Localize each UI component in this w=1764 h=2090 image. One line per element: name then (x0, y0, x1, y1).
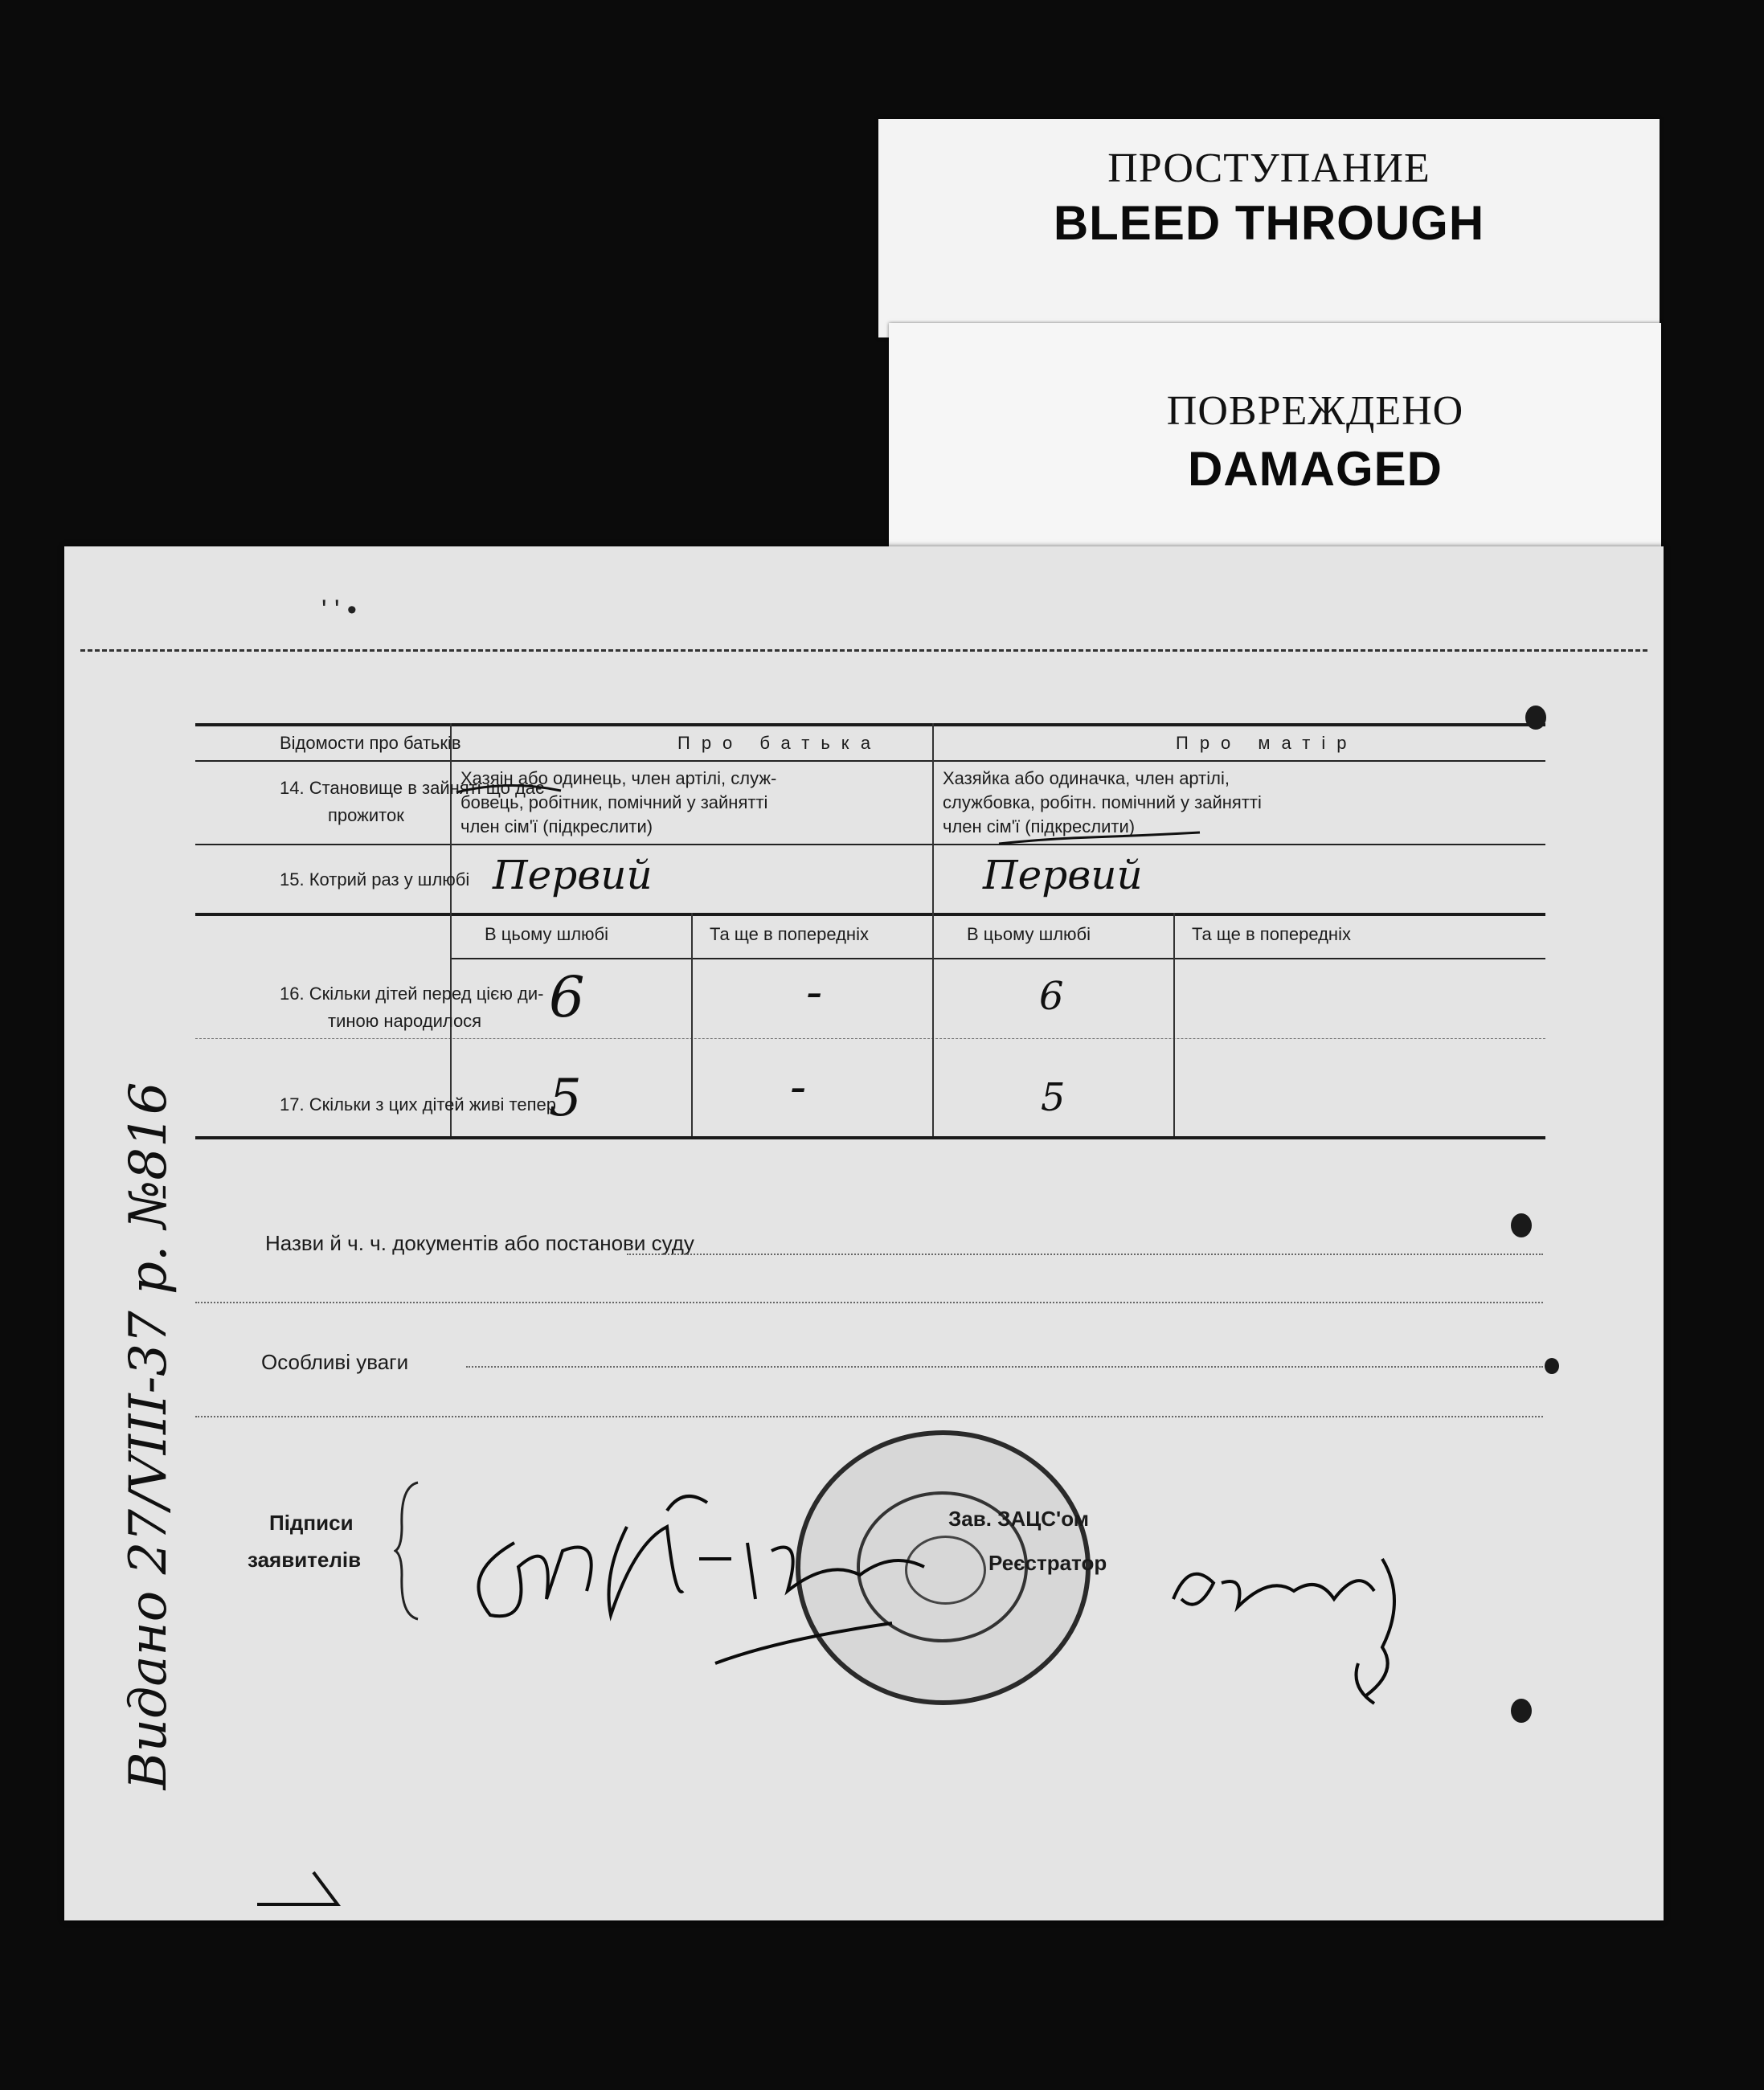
row14-label: 14. Становище в зайняті що дає (280, 778, 545, 798)
row16-label: 16. Скільки дітей перед цією ди- (280, 984, 544, 1004)
underline-mark (452, 781, 565, 797)
registrar-signature (1157, 1551, 1430, 1712)
subheader-mother-this: В цьому шлюбі (967, 924, 1091, 944)
row16-father-prev: - (806, 964, 823, 1020)
damaged-ru: ПОВРЕЖДЕНО (1166, 388, 1464, 434)
row15-mother-handwritten: Первий (983, 852, 1143, 898)
signatures-label: Підписи (269, 1511, 354, 1535)
row17-label: 17. Скільки з цих дітей живі тепер (280, 1094, 556, 1115)
row15-father-handwritten: Первий (493, 852, 653, 898)
damaged-flag (889, 323, 1661, 564)
row16-father-this: 6 (549, 964, 585, 1030)
row14-father-line1: Хазяін або одинець, член артілі, служ- (460, 768, 777, 788)
row14-father-line2: бовець, робітник, помічний у зайнятті (460, 792, 768, 812)
signatures-label-cont: заявителів (248, 1548, 362, 1572)
registrar-label: Реєстратор (988, 1551, 1107, 1575)
signature-bracket (394, 1479, 426, 1623)
subheader-father-this: В цьому шлюбі (485, 924, 609, 944)
bleed-through-flag (878, 119, 1660, 337)
margin-note: Видано 27/VIII-37 р. №816 (119, 1082, 178, 1790)
row17-mother-this: 5 (1041, 1075, 1066, 1120)
row16-mother-this: 6 (1039, 974, 1064, 1019)
header-father: Про батька (677, 733, 882, 753)
underline-mark (995, 828, 1204, 852)
row14-mother-line3: член сім'ї (підкреслити) (943, 816, 1136, 836)
head-label: Зав. ЗАЦС'ом (948, 1507, 1089, 1531)
tick-mark: ' ' • (321, 595, 357, 625)
documents-label: Назви й ч. ч. документів або постанови суду (265, 1231, 694, 1255)
perforation-line (80, 649, 1647, 652)
applicant-signature (442, 1479, 940, 1671)
row14-mother-line2: службовка, робітн. помічний у зайнятті (943, 792, 1262, 812)
subheader-mother-prev: Та ще в попередніх (1192, 924, 1351, 944)
row15-label: 15. Котрий раз у шлюбі (280, 869, 470, 890)
row16-label-cont: тиною народилося (328, 1011, 482, 1031)
bleed-through-en: BLEED THROUGH (1053, 196, 1485, 250)
subheader-father-prev: Та ще в попередніх (710, 924, 869, 944)
punch-hole (1545, 1358, 1559, 1374)
row14-father-line3: член сім'ї (підкреслити) (460, 816, 653, 836)
punch-hole (1511, 1699, 1532, 1723)
row17-father-prev: - (790, 1059, 807, 1115)
row14-mother-line1: Хазяйка або одиначка, член артілі, (943, 768, 1230, 788)
damaged-en: DAMAGED (1188, 442, 1443, 496)
header-parents-info: Відомости про батьків (280, 733, 461, 753)
corner-mark (249, 1864, 346, 1912)
bleed-through-ru: ПРОСТУПАНИЕ (1107, 145, 1430, 191)
row17-father-this: 5 (549, 1069, 582, 1128)
document-sheet (64, 546, 1664, 1920)
remarks-label: Особливі уваги (261, 1350, 409, 1374)
row14-label-cont: прожиток (328, 805, 404, 825)
header-mother: Про матір (1176, 733, 1358, 753)
punch-hole (1511, 1213, 1532, 1237)
